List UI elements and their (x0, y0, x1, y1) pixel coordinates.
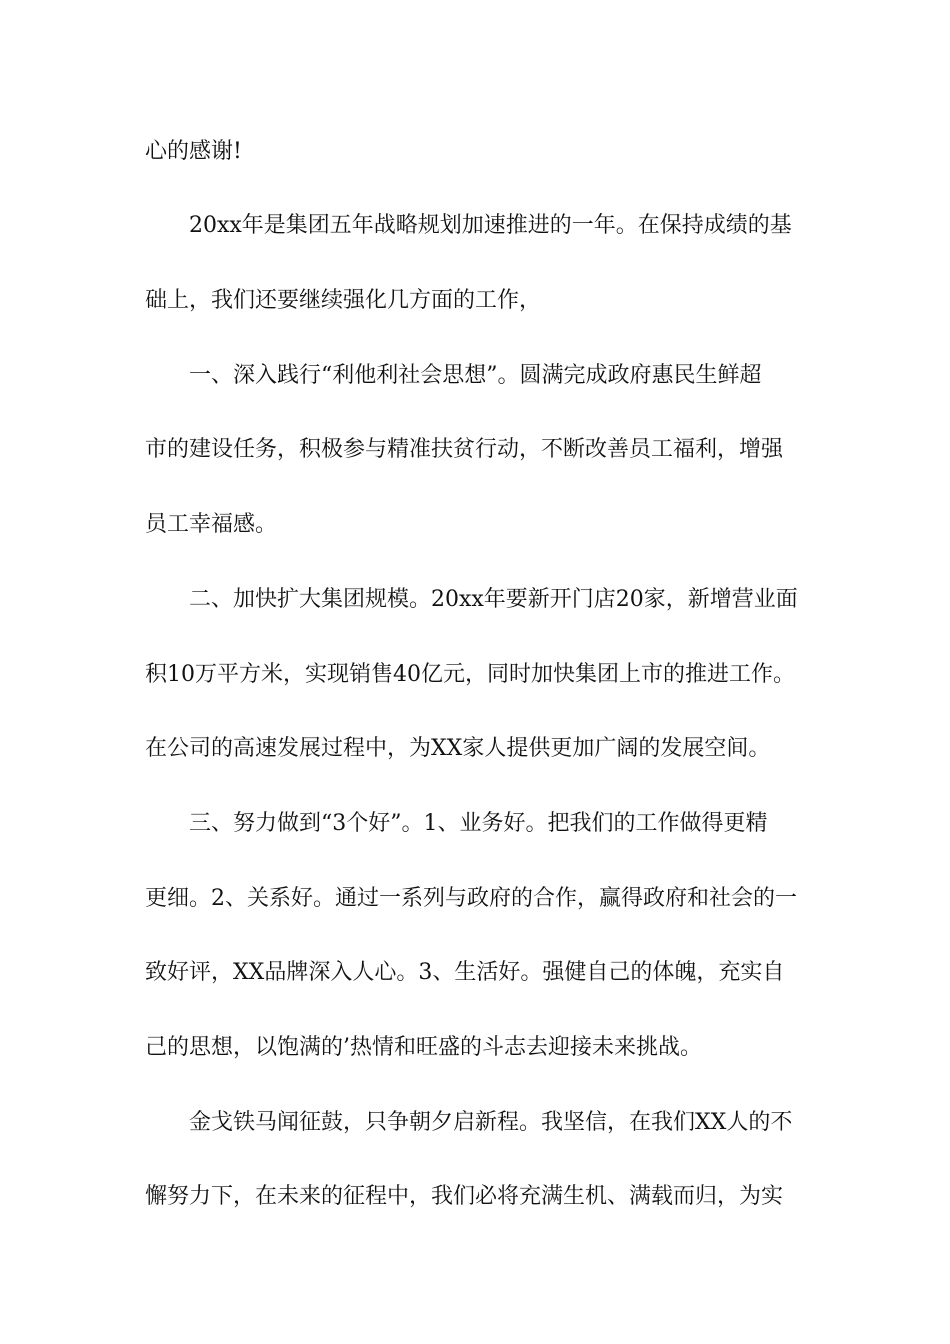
text-line-7: 二、加快扩大集团规模。20xx年要新开门店20家，新增营业面 (189, 587, 798, 612)
text-line-13: 己的思想，以饱满的’热情和旺盛的斗志去迎接未来挑战。 (145, 1035, 702, 1060)
text-line-3: 础上，我们还要继续强化几方面的工作， (145, 288, 542, 313)
text-line-12: 致好评，XX品牌深入人心。3、生活好。强健自己的体魄，充实自 (145, 960, 785, 985)
text-line-8: 积10万平方米，实现销售40亿元，同时加快集团上市的推进工作。 (145, 662, 795, 687)
text-line-4: 一、深入践行“利他利社会思想”。圆满完成政府惠民生鲜超 (189, 363, 762, 388)
text-line-1: 心的感谢! (145, 139, 242, 164)
text-line-14: 金戈铁马闻征鼓，只争朝夕启新程。我坚信，在我们XX人的不 (189, 1110, 793, 1135)
text-line-6: 员工幸福感。 (145, 512, 278, 537)
text-line-10: 三、努力做到“3个好”。1、业务好。把我们的工作做得更精 (189, 811, 768, 836)
text-line-5: 市的建设任务，积极参与精准扶贫行动，不断改善员工福利，增强 (145, 437, 784, 462)
text-line-15: 懈努力下，在未来的征程中，我们必将充满生机、满载而归，为实 (145, 1184, 784, 1209)
text-line-11: 更细。2、关系好。通过一系列与政府的合作，赢得政府和社会的一 (145, 886, 797, 911)
text-line-9: 在公司的高速发展过程中，为XX家人提供更加广阔的发展空间。 (145, 736, 771, 761)
text-line-2: 20xx年是集团五年战略规划加速推进的一年。在保持成绩的基 (189, 213, 792, 238)
